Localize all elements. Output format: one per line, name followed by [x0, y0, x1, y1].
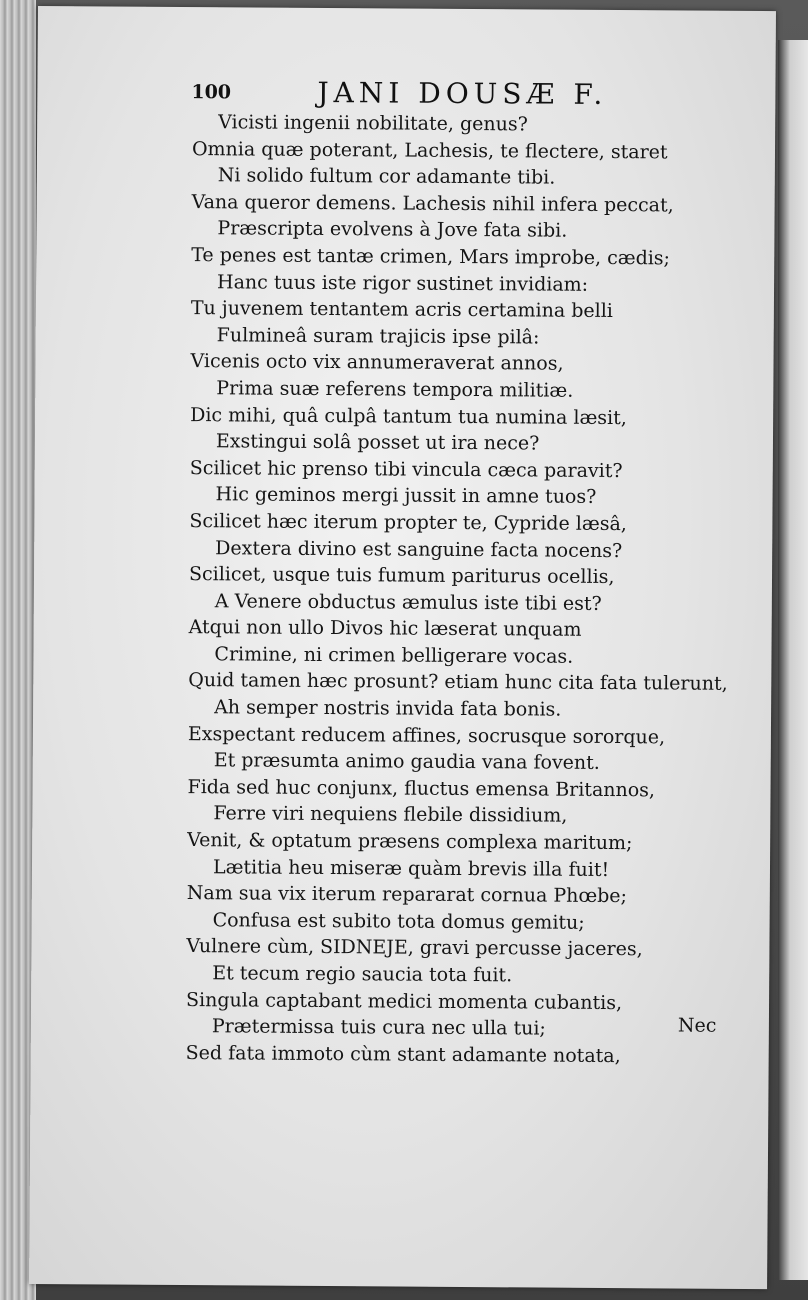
poem-line: Atqui non ullo Divos hic læserat unquam: [188, 616, 582, 642]
poem-line: Hanc tuus iste rigor sustinet invidiam:: [217, 270, 589, 296]
poem-line: Te penes est tantæ crimen, Mars improbe, cædis;: [191, 244, 671, 270]
poem-line: Ah semper nostris invida fata bonis.: [214, 696, 562, 721]
poem-line: Lætitia heu miseræ quàm brevis illa fuit!: [212, 855, 610, 881]
poem-line: Dextera divino est sanguine facta nocens?: [215, 536, 623, 562]
poem-line: Scilicet hic prenso tibi vincula cæca paravit?: [189, 456, 623, 482]
poem-line: Venit, & optatum præsens complexa maritum;: [187, 829, 633, 855]
poem-line: Hic geminos mergi jussit in amne tuos?: [215, 483, 597, 509]
running-title: JANI DOUSÆ F.: [317, 75, 608, 111]
poem-line: Fulmineâ suram trajicis ipse pilâ:: [216, 324, 540, 349]
poem-line: Ferre viri nequiens flebile dissidium,: [213, 802, 568, 828]
poem-line: Præscripta evolvens à Jove fata sibi.: [217, 217, 568, 243]
book-page: [29, 6, 776, 1289]
poem-line: Scilicet hæc iterum propter te, Cypride læsâ,: [189, 509, 627, 536]
poem-text: [186, 109, 763, 1070]
poem-line: Tu juvenem tentantem acris certamina belli: [190, 297, 613, 323]
poem-line: Crimine, ni crimen belligerare vocas.: [214, 643, 574, 668]
poem-line: Vana queror demens. Lachesis nihil infera peccat,: [191, 190, 674, 217]
poem-line: Quid tamen hæc prosunt? etiam hunc cita fata tulerunt,: [188, 669, 728, 696]
poem-line: Vicisti ingenii nobilitate, genus?: [218, 111, 528, 136]
poem-line: Vulnere cùm, SIDNEJE, gravi percusse jaceres,: [186, 935, 643, 961]
poem-line: Prima suæ referens tempora militiæ.: [216, 377, 574, 402]
poem-line: Sed fata immoto cùm stant adamante notata,: [185, 1041, 621, 1067]
poem-line: Et tecum regio saucia tota fuit.: [212, 962, 513, 987]
poem-line: Et præsumta animo gaudia vana fovent.: [213, 749, 600, 775]
facing-page-edge: [778, 40, 808, 1280]
poem-line: Singula captabant medici momenta cubantis,: [185, 988, 623, 1014]
poem-line: A Venere obductus æmulus iste tibi est?: [214, 589, 602, 615]
poem-line: Confusa est subito tota domus gemitu;: [212, 909, 585, 934]
poem-line: Ni solido fultum cor adamante tibi.: [217, 164, 556, 189]
poem-line: Vicenis octo vix annumeraverat annos,: [190, 350, 564, 376]
poem-line: Dic mihi, quâ culpâ tantum tua numina læsit,: [190, 403, 627, 429]
poem-line: Fida sed huc conjunx, fluctus emensa Britannos,: [187, 775, 656, 802]
page-number: 100: [191, 81, 232, 104]
poem-line: Exstingui solâ posset ut ira nece?: [215, 430, 540, 455]
poem-line: Exspectant reducem affines, socrusque sororque,: [187, 722, 666, 749]
catchword: Nec: [677, 1014, 717, 1037]
poem-line: Prætermissa tuis cura nec ulla tui;: [211, 1015, 546, 1040]
poem-line: Nam sua vix iterum repararat cornua Phœbe;: [186, 882, 628, 908]
poem-line: Scilicet, usque tuis fumum pariturus ocellis,: [188, 563, 615, 589]
poem-line: Omnia quæ poterant, Lachesis, te flectere, staret: [191, 137, 668, 163]
